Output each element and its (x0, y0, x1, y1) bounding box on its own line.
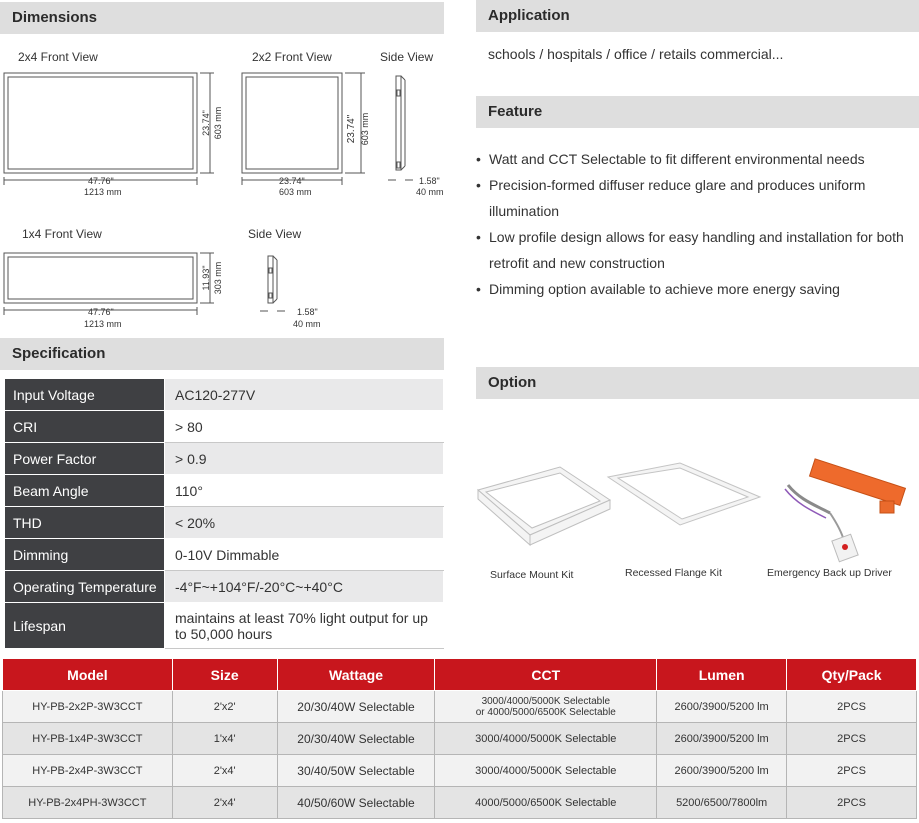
side-view-2-depth-mm: 40 mm (293, 319, 321, 329)
table-row (3, 755, 917, 787)
cell-model: HY-PB-2x4PH-3W3CCT (3, 787, 173, 819)
front-2x4-width-mm: 1213 mm (84, 187, 122, 197)
dimensions-heading: Dimensions (0, 2, 444, 34)
front-1x4-height-mm: 303 mm (213, 261, 223, 295)
spec-value: AC120-277V (165, 379, 444, 411)
option-label: Recessed Flange Kit (625, 567, 722, 579)
cell-lumen: 2600/3900/5200 lm (657, 755, 787, 787)
table-row (3, 787, 917, 819)
cell-model: HY-PB-1x4P-3W3CCT (3, 723, 173, 755)
col-header-size: Size (172, 659, 277, 691)
cell-qty: 2PCS (787, 691, 917, 723)
spec-key: Input Voltage (5, 379, 165, 411)
front-2x4-title: 2x4 Front View (18, 50, 98, 64)
cell-size: 1'x4' (172, 723, 277, 755)
front-2x4-height-in: 23.74" (201, 110, 211, 136)
front-1x4-height-in: 11.93" (201, 265, 211, 291)
cell-size: 2'x4' (172, 755, 277, 787)
spec-key: THD (5, 507, 165, 539)
feature-heading: Feature (476, 96, 919, 128)
front-2x2-width-in: 23.74" (279, 176, 305, 186)
option-label: Emergency Back up Driver (767, 567, 892, 579)
col-header-lumen: Lumen (657, 659, 787, 691)
cell-size: 2'x2' (172, 691, 277, 723)
option-heading: Option (476, 367, 919, 399)
col-header-cct: CCT (435, 659, 657, 691)
emergency-driver-image (785, 459, 905, 562)
cell-lumen: 2600/3900/5200 lm (657, 691, 787, 723)
feature-list (476, 146, 906, 302)
spec-row (5, 379, 444, 411)
spec-row (5, 411, 444, 443)
spec-key: CRI (5, 411, 165, 443)
application-heading: Application (476, 0, 919, 32)
cell-wattage: 20/30/40W Selectable (277, 723, 435, 755)
option-label: Surface Mount Kit (490, 569, 574, 581)
recessed-flange-kit-image (608, 463, 760, 525)
spec-key: Lifespan (5, 603, 165, 649)
spec-row (5, 507, 444, 539)
spec-value: > 80 (165, 411, 444, 443)
feature-item: • Watt and CCT Selectable to fit different environmental needs (476, 146, 906, 172)
cell-cct: 4000/5000/6500K Selectable (435, 787, 657, 819)
feature-item: • Low profile design allows for easy handling and installation for both retrofit and new construction (476, 224, 906, 276)
feature-item: • Precision-formed diffuser reduce glare and produces uniform illumination (476, 172, 906, 224)
spec-value: > 0.9 (165, 443, 444, 475)
table-row (3, 723, 917, 755)
front-2x4-height-mm: 603 mm (213, 106, 223, 140)
cell-lumen: 5200/6500/7800lm (657, 787, 787, 819)
cell-cct: 3000/4000/5000K Selectable or 4000/5000/6500K Selectable (435, 691, 657, 723)
col-header-model: Model (3, 659, 173, 691)
cell-qty: 2PCS (787, 787, 917, 819)
spec-key: Operating Temperature (5, 571, 165, 603)
spec-row (5, 539, 444, 571)
cell-model: HY-PB-2x4P-3W3CCT (3, 755, 173, 787)
spec-value: 0-10V Dimmable (165, 539, 444, 571)
spec-key: Power Factor (5, 443, 165, 475)
model-table (2, 658, 917, 819)
cell-qty: 2PCS (787, 755, 917, 787)
side-view-title-1: Side View (380, 50, 434, 64)
spec-value: -4°F~+104°F/-20°C~+40°C (165, 571, 444, 603)
panel-2x4-drawing (4, 73, 197, 173)
option-images (470, 455, 919, 565)
panel-2x2-drawing (242, 73, 342, 173)
cell-wattage: 20/30/40W Selectable (277, 691, 435, 723)
front-2x2-title: 2x2 Front View (252, 50, 332, 64)
spec-key: Dimming (5, 539, 165, 571)
feature-item: • Dimming option available to achieve more energy saving (476, 276, 906, 302)
table-row (3, 691, 917, 723)
cell-model: HY-PB-2x2P-3W3CCT (3, 691, 173, 723)
cell-cct: 3000/4000/5000K Selectable (435, 755, 657, 787)
front-1x4-title: 1x4 Front View (22, 227, 102, 241)
front-1x4-width-mm: 1213 mm (84, 319, 122, 329)
col-header-wattage: Wattage (277, 659, 435, 691)
panel-1x4-drawing (4, 253, 197, 303)
specification-heading: Specification (0, 338, 444, 370)
cell-wattage: 30/40/50W Selectable (277, 755, 435, 787)
spec-row (5, 571, 444, 603)
spec-value: < 20% (165, 507, 444, 539)
front-2x4-width-in: 47.76" (88, 176, 114, 186)
application-text: schools / hospitals / office / retails commercial... (488, 46, 784, 62)
model-table-header-row (3, 659, 917, 691)
side-view-title-2: Side View (248, 227, 302, 241)
spec-row (5, 443, 444, 475)
cell-qty: 2PCS (787, 723, 917, 755)
surface-mount-kit-image (478, 467, 610, 545)
cell-wattage: 40/50/60W Selectable (277, 787, 435, 819)
cell-lumen: 2600/3900/5200 lm (657, 723, 787, 755)
front-2x2-height-mm: 603 mm (360, 112, 370, 146)
cell-size: 2'x4' (172, 787, 277, 819)
spec-row (5, 603, 444, 649)
spec-key: Beam Angle (5, 475, 165, 507)
spec-table (4, 378, 444, 649)
spec-row (5, 475, 444, 507)
side-view-1-depth-in: 1.58" (419, 176, 440, 186)
side-view-2-depth-in: 1.58" (297, 307, 318, 317)
cell-cct: 3000/4000/5000K Selectable (435, 723, 657, 755)
spec-value: maintains at least 70% light output for up to 50,000 hours (165, 603, 444, 649)
col-header-qty: Qty/Pack (787, 659, 917, 691)
front-1x4-width-in: 47.76" (88, 307, 114, 317)
side-view-1-depth-mm: 40 mm (416, 187, 444, 197)
spec-value: 110° (165, 475, 444, 507)
front-2x2-height-in: 23.74" (346, 114, 357, 144)
front-2x2-width-mm: 603 mm (279, 187, 312, 197)
